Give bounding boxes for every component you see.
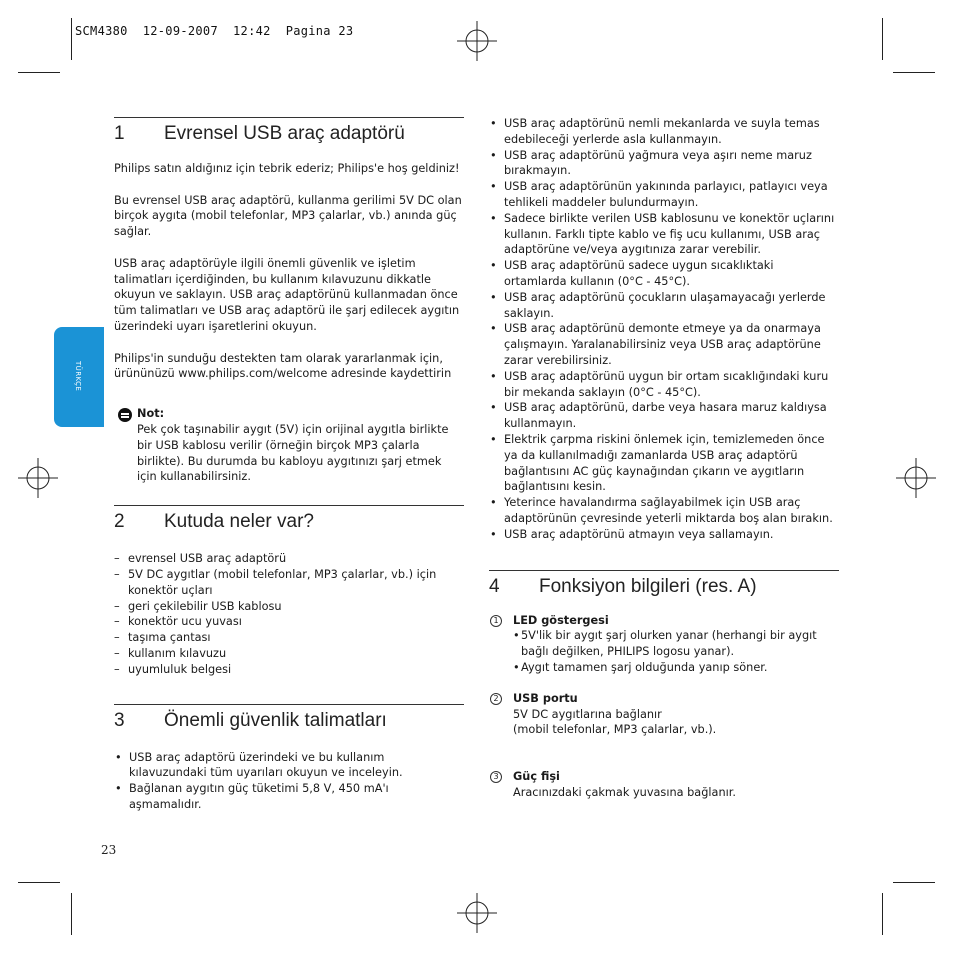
paragraph: Philips satın aldığınız için tebrik ederiz; Philips'e hoş geldiniz! [114,162,460,175]
feature-marker: 3 [490,771,502,783]
language-tab-label: TÜRKÇE [74,361,82,392]
feature-title: USB portu [513,691,578,705]
list-item: – konektör ucu yuvası [114,614,464,630]
list-item: • USB araç adaptörünü nemli mekanlarda ve suyla temas edebileceği yerlerde asla kullanmayın. [489,116,839,148]
list-item: • USB araç adaptörünü yağmura veya aşırı neme maruz bırakmayın. [489,148,839,180]
feature-usb-port [489,691,839,738]
feature-title: LED göstergesi [513,613,609,627]
section-number: 2 [114,511,125,533]
list-item: • 5V'lik bir aygıt şarj olurken yanar (herhangi bir aygıt bağlı değilken, PHILIPS logosu yanar). [513,628,839,660]
section-3-heading [114,704,464,733]
feature-line: 5V DC aygıtlarına bağlanır [513,707,662,721]
left-column [114,117,464,813]
list-item: • USB araç adaptörünü, darbe veya hasara maruz kaldıysa kullanmayın. [489,400,839,432]
list-item: • USB araç adaptörünü sadece uygun sıcaklıktaki ortamlarda kullanın (0°C - 45°C). [489,258,839,290]
list-item: • Elektrik çarpma riskini önlemek için, temizlemeden önce ya da kullanılmadığı zamanlarda USB araç adaptörü bağlantısını AC güç kaynağından çıkarın ve aygıtların bağlantısını kesin. [489,432,839,495]
feature-title: Güç fişi [513,770,560,784]
section-2-heading [114,505,464,534]
list-item: – taşıma çantası [114,630,464,646]
registration-mark-icon [457,21,497,61]
language-tab [54,327,104,427]
section-title: Kutuda neler var? [164,511,314,533]
print-header: SCM4380 12-09-2007 12:42 Pagina 23 [75,24,354,38]
section-title: Evrensel USB araç adaptörü [164,123,405,144]
list-item: • Aygıt tamamen şarj olduğunda yanıp söner. [513,660,839,676]
crop-mark [18,882,60,883]
crop-mark [71,18,72,60]
section-number: 1 [114,123,125,144]
note-text: Pek çok taşınabilir aygıt (5V) için orijinal aygıtla birlikte bir USB kablosu verilir (örneğin birçok MP3 çalarla birlikte). Bu durumda bu kabloyu aygıtınızı şarj etmek için kullanabilirsiniz. [137,422,449,484]
list-item: • USB araç adaptörünü çocukların ulaşamayacağı yerlerde saklayın. [489,290,839,322]
list-item: • USB araç adaptörü üzerindeki ve bu kullanım kılavuzundaki tüm uyarıları okuyun ve inceleyin. [114,750,464,782]
section-number: 3 [114,709,125,731]
crop-mark [882,893,883,935]
feature-marker: 1 [490,615,502,627]
registration-mark-icon [18,458,58,498]
list-item: – uyumluluk belgesi [114,662,464,678]
list-item: • USB araç adaptörünü atmayın veya sallamayın. [489,527,839,543]
crop-mark [18,72,60,73]
page-number: 23 [101,843,117,857]
note-block [114,406,464,485]
paragraph: Bu evrensel USB araç adaptörü, kullanma gerilimi 5V DC olan birçok aygıta (mobil telefonlar, MP3 çalarlar, vb.) anında güç sağlar. [114,193,462,239]
section-1-heading [114,117,464,146]
safety-list [114,750,464,813]
section-title: Önemli güvenlik talimatları [164,709,387,731]
safety-list-continued [489,116,839,543]
list-item: • Yeterince havalandırma sağlayabilmek için USB araç adaptörünün çevresinde yeterli miktarda boş alan bırakın. [489,495,839,527]
crop-mark [882,18,883,60]
list-item: • USB araç adaptörünü uygun bir ortam sıcaklığındaki kuru bir mekanda saklayın (0°C - 45°C). [489,369,839,401]
crop-mark [893,72,935,73]
crop-mark [71,893,72,935]
list-item: – kullanım kılavuzu [114,646,464,662]
note-icon [118,408,132,422]
section-title: Fonksiyon bilgileri (res. A) [539,575,757,597]
list-item: • USB araç adaptörünün yakınında parlayıcı, patlayıcı veya tehlikeli maddeler bulundurmayın. [489,179,839,211]
list-item: – evrensel USB araç adaptörü [114,551,464,567]
feature-line: Aracınızdaki çakmak yuvasına bağlanır. [513,785,736,799]
list-item: • Bağlanan aygıtın güç tüketimi 5,8 V, 450 mA'ı aşmamalıdır. [114,781,464,813]
list-item: • USB araç adaptörünü demonte etmeye ya da onarmaya çalışmayın. Yaralanabilirsiniz veya USB araç adaptörüne zarar verebilirsiniz. [489,321,839,368]
section-number: 4 [489,575,500,597]
list-item: • Sadece birlikte verilen USB kablosunu ve konektör uçlarını kullanın. Farklı tipte kablo ve fiş ucu kullanımı, USB araç adaptörüne ve/veya aygıtınıza zarar verebilir. [489,211,839,258]
list-item: – 5V DC aygıtlar (mobil telefonlar, MP3 çalarlar, vb.) için konektör uçları [114,567,464,599]
list-item: – geri çekilebilir USB kablosu [114,599,464,615]
feature-led [489,613,839,676]
registration-mark-icon [896,458,936,498]
section-4-heading [489,570,839,599]
paragraph: USB araç adaptörüyle ilgili önemli güvenlik ve işletim talimatları içerdiğinden, bu kullanım kılavuzunu dikkatle okuyun ve saklayın. USB araç adaptörünü kullanmadan önce tüm talimatları ve USB araç adaptörü ile şarj edilecek aygıtın üzerindeki uyarı işaretlerini okuyun. [114,256,460,333]
feature-marker: 2 [490,693,502,705]
right-column [489,116,839,801]
note-title: Not: [137,407,165,421]
feature-line: (mobil telefonlar, MP3 çalarlar, vb.). [513,723,717,737]
feature-bullets [513,628,839,675]
feature-power-plug [489,769,839,801]
paragraph: Philips'in sunduğu destekten tam olarak yararlanmak için, ürününüzü www.philips.com/welcome adresinde kaydettirin [114,351,452,381]
registration-mark-icon [457,893,497,933]
crop-mark [893,882,935,883]
box-contents-list [114,551,464,677]
